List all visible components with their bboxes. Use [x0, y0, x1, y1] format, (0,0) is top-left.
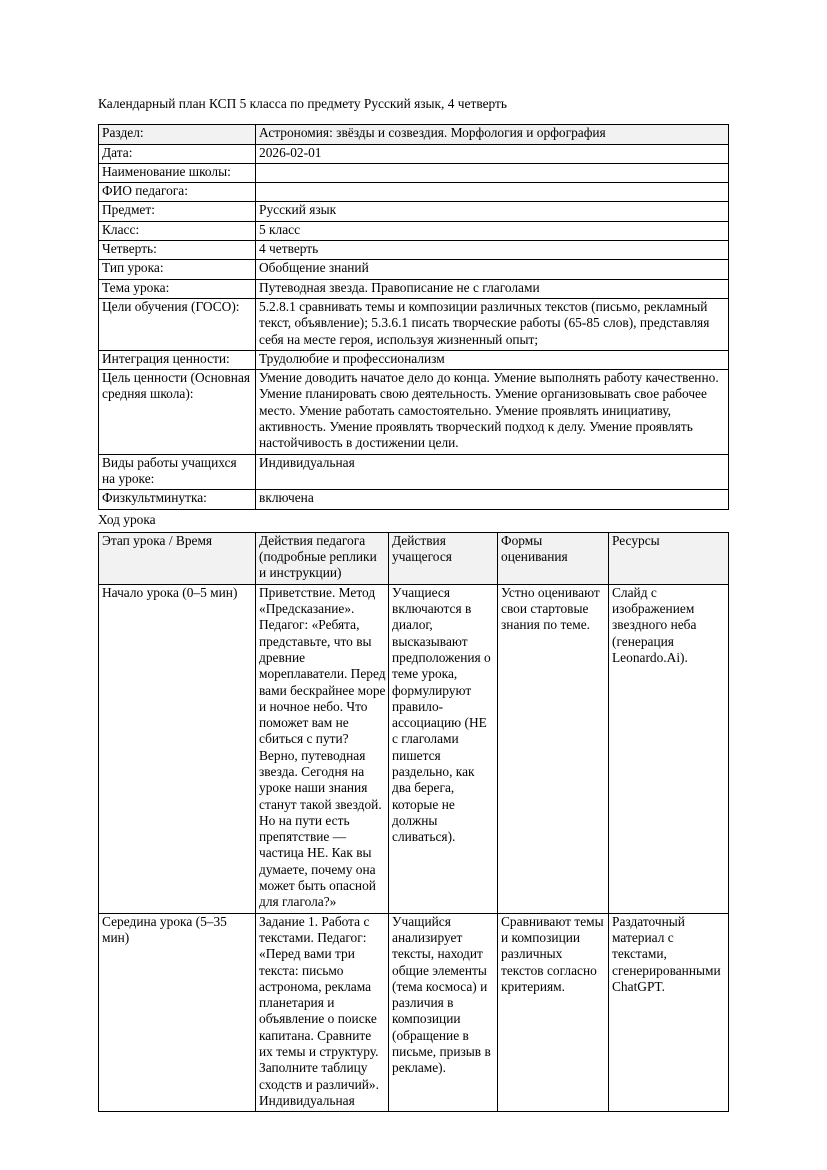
info-label-lesson-topic: Тема урока: — [99, 279, 256, 298]
info-label-class: Класс: — [99, 221, 256, 240]
lesson-stages-table — [98, 532, 729, 1112]
info-value-razdel: Астрономия: звёзды и созвездия. Морфология и орфография — [256, 125, 729, 144]
table-row — [99, 202, 729, 221]
lesson-info-table — [98, 124, 729, 509]
info-label-goals: Цели обучения (ГОСО): — [99, 298, 256, 350]
cell-stage: Середина урока (5–35 мин) — [99, 913, 256, 1112]
cell-student-actions: Учащиеся включаются в диалог, высказывают предположения о теме урока, формулируют правило-ассоциацию (НЕ с глаголами пишется раздельно, как два берега, которые не должны сливаться). — [389, 584, 498, 913]
table-row — [99, 183, 729, 202]
table-row — [99, 125, 729, 144]
table-row-lesson-middle — [99, 913, 729, 1112]
info-value-class: 5 класс — [256, 221, 729, 240]
table-row — [99, 490, 729, 509]
cell-resources: Раздаточный материал с текстами, сгенерированными ChatGPT. — [609, 913, 729, 1112]
cell-assessment: Устно оценивают свои стартовые знания по теме. — [498, 584, 609, 913]
info-label-school: Наименование школы: — [99, 163, 256, 182]
table-row — [99, 370, 729, 454]
header-assessment-forms: Формы оценивания — [498, 532, 609, 584]
header-stage-time: Этап урока / Время — [99, 532, 256, 584]
info-value-school — [256, 163, 729, 182]
info-value-physical-minute: включена — [256, 490, 729, 509]
table-row — [99, 279, 729, 298]
header-student-actions: Действия учащегося — [389, 532, 498, 584]
table-row-lesson-start — [99, 584, 729, 913]
cell-student-actions: Учащийся анализирует тексты, находит общие элементы (тема космоса) и различия в композиции (обращение в письме, призыв в рекламе). — [389, 913, 498, 1112]
table-row — [99, 298, 729, 350]
table-header-row — [99, 532, 729, 584]
info-label-work-types: Виды работы учащихся на уроке: — [99, 454, 256, 490]
info-value-value-goal: Умение доводить начатое дело до конца. Умение выполнять работу качественно. Умение планировать свою деятельность. Умение организовывать свое рабочее место. Умение работать самостоятельно. Умение проявлять инициативу, активность. Умение проявлять творческий подход к делу. Умение проявлять настойчивость в достижении цели. — [256, 370, 729, 454]
info-label-values-integration: Интеграция ценности: — [99, 350, 256, 369]
info-label-teacher: ФИО педагога: — [99, 183, 256, 202]
table-row — [99, 144, 729, 163]
cell-stage: Начало урока (0–5 мин) — [99, 584, 256, 913]
table-row — [99, 221, 729, 240]
header-resources: Ресурсы — [609, 532, 729, 584]
header-teacher-actions: Действия педагога (подробные реплики и инструкции) — [256, 532, 389, 584]
info-value-quarter: 4 четверть — [256, 241, 729, 260]
info-label-physical-minute: Физкультминутка: — [99, 490, 256, 509]
page-title: Календарный план КСП 5 класса по предмету Русский язык, 4 четверть — [98, 96, 507, 111]
table-row — [99, 350, 729, 369]
cell-teacher-actions: Задание 1. Работа с текстами. Педагог: «Перед вами три текста: письмо астронома, реклама планетария и объявление о поиске капитана. Сравните их темы и структуру. Заполните таблицу сходств и различий». Индивидуальная — [256, 913, 389, 1112]
table-row — [99, 260, 729, 279]
lesson-course-heading: Ход урока — [98, 511, 156, 527]
info-value-work-types: Индивидуальная — [256, 454, 729, 490]
info-label-value-goal: Цель ценности (Основная средняя школа): — [99, 370, 256, 454]
info-label-quarter: Четверть: — [99, 241, 256, 260]
info-value-lesson-type: Обобщение знаний — [256, 260, 729, 279]
table-row — [99, 163, 729, 182]
cell-assessment: Сравнивают темы и композиции различных текстов согласно критериям. — [498, 913, 609, 1112]
info-value-lesson-topic: Путеводная звезда. Правописание не с глаголами — [256, 279, 729, 298]
info-label-data: Дата: — [99, 144, 256, 163]
info-value-values-integration: Трудолюбие и профессионализм — [256, 350, 729, 369]
table-row — [99, 454, 729, 490]
info-label-razdel: Раздел: — [99, 125, 256, 144]
table-row — [99, 241, 729, 260]
info-value-teacher — [256, 183, 729, 202]
info-label-lesson-type: Тип урока: — [99, 260, 256, 279]
info-label-subject: Предмет: — [99, 202, 256, 221]
info-value-subject: Русский язык — [256, 202, 729, 221]
cell-resources: Слайд с изображением звездного неба (генерация Leonardo.Ai). — [609, 584, 729, 913]
cell-teacher-actions: Приветствие. Метод «Предсказание». Педагог: «Ребята, представьте, что вы древние мореплаватели. Перед вами бескрайнее море и ночное небо. Что поможет вам не сбиться с пути? Верно, путеводная звезда. Сегодня на уроке наши знания станут такой звездой. Но на пути есть препятствие — частица НЕ. Как вы думаете, почему она может быть опасной для глагола?» — [256, 584, 389, 913]
info-value-goals: 5.2.8.1 сравнивать темы и композиции различных текстов (письмо, рекламный текст, объявление); 5.3.6.1 писать творческие работы (65-85 слов), представляя себя на месте героя, используя жизненный опыт; — [256, 298, 729, 350]
info-value-data: 2026-02-01 — [256, 144, 729, 163]
